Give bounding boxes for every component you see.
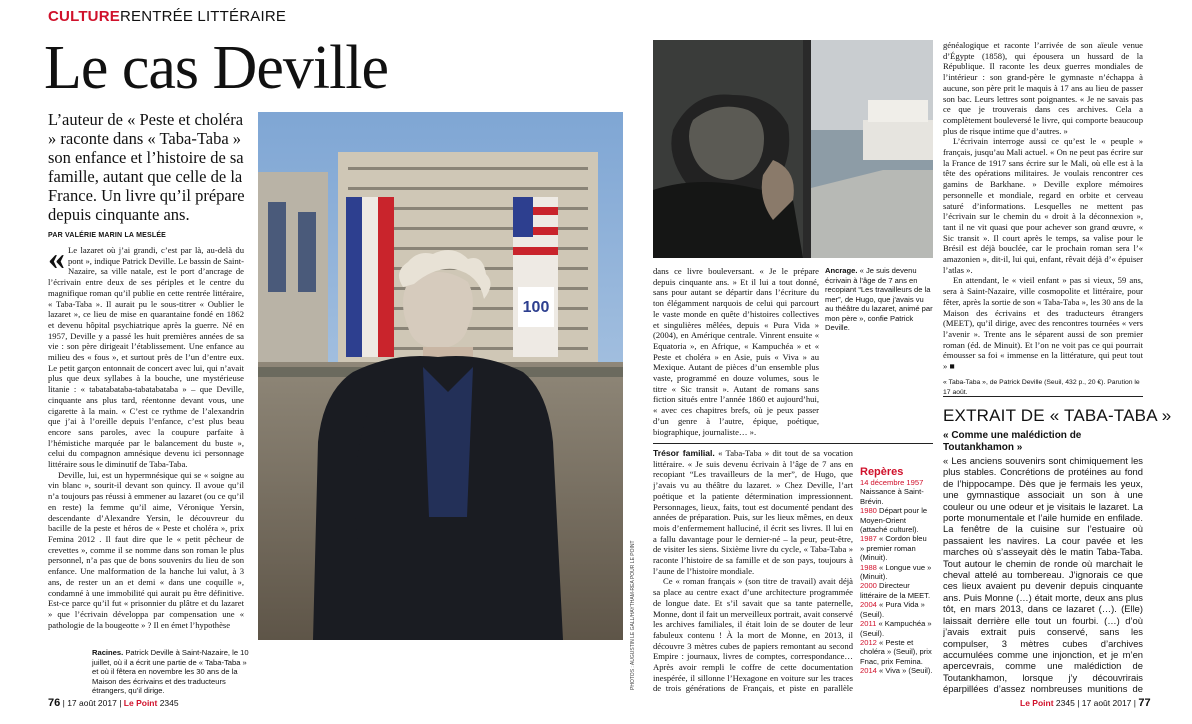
drop-cap-quote: « xyxy=(48,245,65,277)
repere-text: « Viva » (Seuil). xyxy=(879,666,933,676)
folio-right-brand: Le Point xyxy=(1020,698,1054,708)
repere-year: 1980 xyxy=(860,506,880,516)
repere-year: 2011 xyxy=(860,619,879,629)
photo2-illustration xyxy=(653,40,933,258)
col1-para1: Le lazaret où j’ai grandi, c’est par là, au-delà du pont », indique Patrick Deville. Le bassin de Saint-Nazaire, sa ville natale, est le port d’ancrage de l’écrivain entre deux de ses périples et le centre du magnifique roman qu’il publie en cette rentrée littéraire, « Taba-Taba ». Il aurait pu le sous-titrer « Oublier le lazaret », ce lieu de mise en quarantaine fondé en 1862 et devenu hôpital psychiatrique après la guerre. Né en 1957, Deville y a passé les huit premières années de sa vie : son père dirigeait l’établissement. Une enfance au milieu des « fous », et surtout près de l’un d’entre eux. Le petit garçon entonnait de concert avec lui, qui n’avait plus que deux syllabes à la bouche, une mystérieuse litanie : « tabatabataba-tabatabataba » – que Deville, cinquante ans plus tard, réentonne devant vous, une cigarette à la main. « C’est ce rythme de l’alexandrin que j’ai à l’oreille depuis l’enfance, c’est plus beau encore sans paroles, avec la coupure parfaite à l’hémistiche marquée par le balancement du buste », celui du compagnon amnésique devenu ici personnage littéraire sous le diminutif de Taba-Taba. xyxy=(48,245,244,470)
repere-year: 2004 xyxy=(860,600,880,610)
folio-right-issue: 2345 xyxy=(1055,698,1075,708)
column-2-top xyxy=(653,266,819,446)
folio-left-issue: 2345 xyxy=(159,698,179,708)
folio-left: 76 | 17 août 2017 | Le Point 2345 xyxy=(48,697,179,709)
svg-text:100: 100 xyxy=(522,299,550,316)
rubric-sub: RENTRÉE LITTÉRAIRE xyxy=(119,8,287,25)
photo1-caption xyxy=(92,648,252,696)
article-chapo: L’auteur de « Peste et choléra » raconte dans « Taba-Taba » son enfance et l’histoire de sa famille, autant que celle de la France. Un livre qu’il prépare depuis cinquante ans. xyxy=(48,110,245,224)
photo-deville-port xyxy=(653,40,933,258)
repere-text: « Kampuchéa » (Seuil). xyxy=(860,619,932,638)
repere-year: 1988 xyxy=(860,562,880,572)
col2-para1: « Taba-Taba » dit tout de sa vocation littéraire. « Je suis devenu écrivain à l’âge de 7 ans en recopiant “Les travailleurs de la mer”, de Hugo, que j’avais vu au théâtre du lazaret. » Chez Deville, l’art poétique et la patiente détermination impressionnent. Personnages, lieux, faits, tout est documenté pendant des années de préparation. Puis, sur les lieux mêmes, en deux mois d’enfermement halluciné, il écrit ses livres. Il lui en a fallu davantage pour le dernier-né – la peur, peut-être, de visiter les siens. Sixième livre du cycle, « Taba-Taba » raconte l’histoire de sa famille et de son pays, toujours à l’aune de l’histoire mondiale. xyxy=(653,448,853,576)
photo2-caption-lead: Ancrage. xyxy=(825,266,858,275)
col3-para2: L’écrivain interroge aussi ce qu’est le « peuple » français, jusqu’au Mali actuel. « On ne peut pas écrire sur la France de 1917 sans écrire sur le Mali, où elle est à la tête des opérations militaires. Je voulais rencontrer ces gamins de Barkhane. » Deville explore mémoires personnelle et mondiale, regard en orbite et cerveau saturé d’informations. Lesquelles ne mettent pas l’écrivain sur le chemin du « droit à la déconnexion », tant il ne vit quasi que pour achever son grand œuvre, « Sic transit ». Il court après le temps, sa valise pour le Brésil est déjà bouclée, car le prochain roman sera l’« amazonien », dit-il, lui qui, enfant, rêvait déjà d’« épuiser l’atlas ». xyxy=(943,136,1143,275)
extrait-subtitle: « Comme une malédiction de Toutankhamon » xyxy=(943,430,1082,453)
reperes-box xyxy=(860,466,933,696)
repere-item xyxy=(860,563,933,582)
photo1-caption-lead: Racines. xyxy=(92,648,124,657)
column-3 xyxy=(943,40,1143,380)
col3-para1: généalogique et raconte l’arrivée de son aïeule venue d’Égypte (1858), qui épousera un hussard de la République. Il raconte les deux guerres mondiales de l’intérieur : son grand-père le gymnaste n’échappa à aucune, son père prit le maquis à 17 ans au lieu de passer son bac. Leurs lettres sont poignantes. « Je ne savais pas ce que je trouverais dans ces archives. Cela a complètement bouleversé le livre, qui comporte beaucoup plus de risque intime que d’autres. » xyxy=(943,40,1143,136)
repere-item xyxy=(860,619,933,638)
page-number-right: 77 xyxy=(1138,697,1151,709)
rubric-main: CULTURE xyxy=(48,8,120,25)
page-number-left: 76 xyxy=(48,697,61,709)
repere-item xyxy=(860,534,933,562)
extrait-divider xyxy=(943,396,1143,397)
folio-left-date: 17 août 2017 xyxy=(67,698,117,708)
photo-deville-saint-nazaire xyxy=(258,112,623,640)
photo2-caption xyxy=(825,266,933,333)
repere-item xyxy=(860,581,933,600)
extrait-title: EXTRAIT DE « TABA-TABA » xyxy=(943,406,1172,425)
folio-right-date: 17 août 2017 xyxy=(1081,698,1132,708)
repere-text: « Longue vue » (Minuit). xyxy=(860,562,932,582)
repere-item xyxy=(860,666,933,675)
article-title: Le cas Deville xyxy=(44,34,389,102)
column-1 xyxy=(48,245,244,665)
repere-item xyxy=(860,600,933,619)
section-divider xyxy=(653,443,933,444)
col3-para3: En attendant, le « vieil enfant » pas si vieux, 59 ans, sera à Saint-Nazaire, ville cosmopolite et littéraire, pour fêter, après la sortie de son « Taba-Taba », les 30 ans de la Maison des écrivains et des traducteurs étrangers (MEET), qu’il dirige, avec des rencontres tournées « vers l’avenir ». Trente ans le séparent aussi de son premier roman (éd. de Minuit). Et l’on ne voit pas ce qui pourrait émousser sa foi « immense en la littérature, qui peut tout » ■ xyxy=(943,275,1143,372)
repere-year: 2014 xyxy=(860,666,880,676)
reperes-list xyxy=(860,478,933,676)
byline: PAR VALÉRIE MARIN LA MESLÉE xyxy=(48,232,167,239)
repere-year: 2012 xyxy=(860,637,880,647)
repere-text: Naissance à Saint-Brévin. xyxy=(860,487,924,506)
photo-illustration xyxy=(258,112,623,640)
folio-right: Le Point 2345 | 17 août 2017 | 77 xyxy=(1020,697,1151,709)
photo1-caption-text: Patrick Deville à Saint-Nazaire, le 10 juillet, où il a écrit une partie de « Taba-Taba » et où il fêtera en novembre les 30 ans de la Maison des écrivains et des traducteurs étrangers, qu’il dirige. xyxy=(92,648,249,695)
book-reference: « Taba-Taba », de Patrick Deville (Seuil, 432 p., 20 €). Parution le 17 août. xyxy=(943,379,1140,396)
repere-text: « Peste et choléra » (Seuil), prix Fnac, prix Femina. xyxy=(860,637,932,666)
repere-year: 1987 xyxy=(860,534,880,544)
repere-year: 14 décembre 1957 xyxy=(860,478,924,487)
repere-item xyxy=(860,478,933,506)
column-2-bottom xyxy=(653,448,853,693)
col1-para2: Deville, lui, est un hypermnésique qui se « soigne au vin blanc », sourit-il devant son quincy. Il avoue qu’il n’a toujours pas réussi à emmener au lazaret (ou ce qu’il en reste) la femme qu’il aime, Véronique Yersin, descendante d’Alexandre Yersin, le découvreur du bacille de la peste et héros de « Peste et choléra », prix Femina 2012 . Il faut dire que le « petit pêcheur de crevettes », comme il se nomme dans son roman le plus personnel, n’a pas que de bons souvenirs du lieu de son enfance. Une malformation de la hanche lui valut, à 3 ans, de rester un an et demi « dans une coquille », condamné à une immobilité qui aurait pu être définitive. Est-ce parce qu’il fut « prisonnier du plâtre et du lazaret » que l’écrivain développa par compensation une « pathologie de la bougeotte » ? Il en émet l’hypothèse xyxy=(48,469,244,630)
folio-left-brand: Le Point xyxy=(123,698,158,708)
repere-text: Directeur littéraire de la MEET. xyxy=(860,581,931,600)
repere-item xyxy=(860,506,933,534)
col2-lead: Trésor familial. xyxy=(653,448,715,458)
col2-top-para: dans ce livre bouleversant. « Je le prépare depuis cinquante ans. » Et il lui a tout donné, sans pour autant se départir dans l’écriture du ton élégamment narquois de celui qui parcourt le vaste monde en quête d’histoires collectives et singulières mêlées, depuis « Pura Vida » (2004), en Amérique centrale. Vinrent ensuite « Equatoria », en Afrique, « Kampuchéa » et « Peste et choléra » en Asie, puis « Viva » au Mexique. Autant de pièces d’un ensemble plus vaste, programmé en douze volumes, sous le titre « Sic transit ». Autant de romans sans fiction situés entre l’année 1860 et aujourd’hui, « avec ces chapitres brefs, où je peux passer d’un genre à l’autre, épique, poétique, biographique, journaliste… ». xyxy=(653,266,819,437)
photo2-caption-text: « Je suis devenu écrivain à l’âge de 7 ans en recopiant “Les travailleurs de la mer”, de Hugo, que j’avais vu au théâtre du lazaret, animé par mon père », confie Patrick Deville. xyxy=(825,266,933,332)
repere-text: « Cordon bleu » premier roman (Minuit). xyxy=(860,534,927,563)
repere-text: Départ pour le Moyen-Orient (attaché culturel). xyxy=(860,506,928,535)
reperes-title: Repères xyxy=(860,466,904,478)
rubric xyxy=(48,8,286,25)
repere-year: 2000 xyxy=(860,581,880,591)
photo-credit: PHOTOS : AUGUSTIN LE GALL/HAYTHAM-REA POUR LE POINT xyxy=(630,540,636,690)
repere-text: « Pura Vida » (Seuil). xyxy=(860,600,925,619)
col2-para2: Ce « roman français » (son titre de travail) avait déjà sa place au centre exact d’une architecture programmée de longue date. Et s’il savait que sa tante paternelle, Monne, dont il fait un merveilleux portrait, avait conservé les archives familiales, il était loin de se douter de leur fabuleux contenu ! À la mort de Monne, en 2013, il découvre 3 mètres cubes de papiers remontant au second Empire : journaux, livres de comptes, correspondance… Après avoir rempli le coffre de cette documentation inespérée, il sillonne l’Hexagone en voiture sur les traces de trois générations de Français, et piste en parallèle xyxy=(653,576,853,693)
repere-item xyxy=(860,638,933,666)
extrait-body: « Les anciens souvenirs sont chimiquement les plus stables. Concrétions de protéines au fond de l’hippocampe. Dès que je fermais les yeux, une gymnastique associait un son à une couleur ou une odeur et je visitais le lazaret. La porte monumentale et l’aile humide en enfilade. La fenêtre de la cuisine sur l’estuaire où passaient les navires. La cour pavée et les marches où s’asseyait dès le matin Taba-Taba. Tout autour le chemin de ronde où marchait le cheval attelé au tombereau. J’ignorais ce que ces lieux avaient pu devenir depuis cinquante ans. Puis Monne (…) était morte, deux ans plus tôt, en mars 2013, dans ce lazaret (…). (Elle) laissait derrière elle tout un fourbi. (…) d’où j’avais extrait puis conservé, sans les compulser, 3 mètres cubes d’archives accumulées comme une injonction, et je m’en apercevrais, comme une malédiction de Toutankhamon, lorsque j’y découvrirais éparpillées d’assez nombreuses munitions de xyxy=(943,455,1143,695)
